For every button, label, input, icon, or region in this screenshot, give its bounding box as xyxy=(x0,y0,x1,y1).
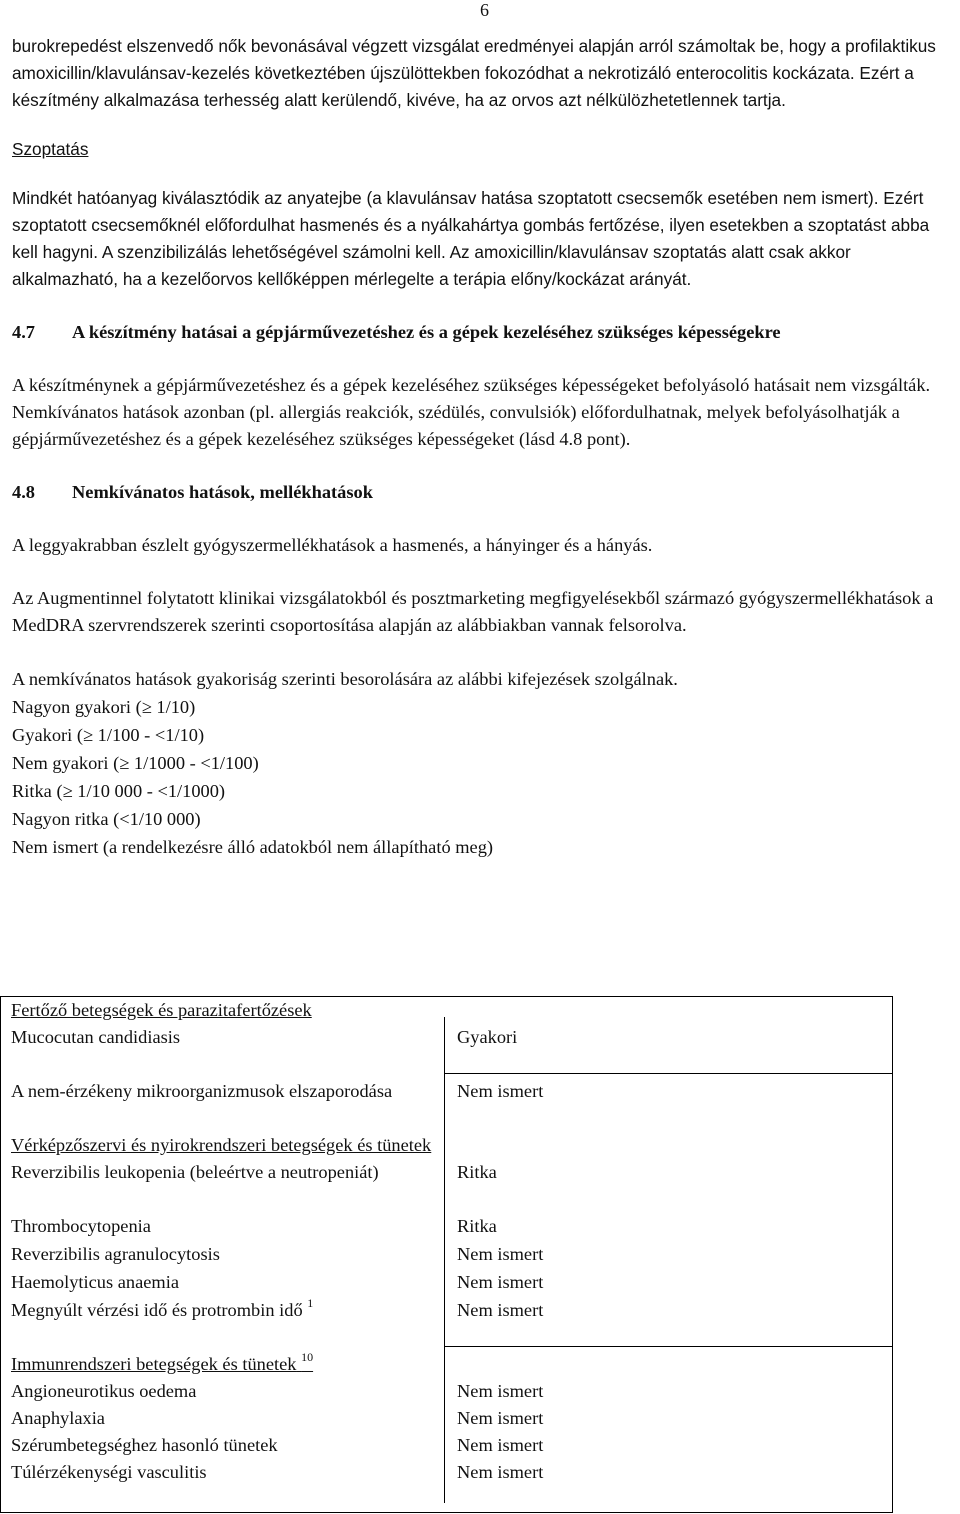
section-4-7-text: A készítménynek a gépjárművezetéshez és a gépek kezeléséhez szükséges képességeket befolyásoló hatásait nem vizsgálták. Nemkívánatos hatások azonban (pl. allergiás reakciók, szédülés, convulsiók) előfordulhatnak, melyek befolyásolhatják a gépjárművezetéshez és a gépek kezeléséhez szükséges képességeket (lásd 4.8 pont). xyxy=(12,375,931,449)
table-row-frequency: Nem ismert xyxy=(457,1081,544,1101)
section-4-7-number: 4.7 xyxy=(12,322,35,342)
frequency-item: Nagyon ritka (<1/10 000) xyxy=(12,809,201,829)
frequency-intro: A nemkívánatos hatások gyakoriság szerinti besorolására az alábbi kifejezések szolgálnak. xyxy=(12,669,678,689)
table-row-frequency: Ritka xyxy=(457,1216,497,1236)
adverse-reactions-table xyxy=(0,996,893,1513)
section-4-8-meddra: Az Augmentinnel folytatott klinikai vizsgálatokból és posztmarketing megfigyelésekből származó gyógyszermellékhatások a MedDRA szervrendszerek szerinti csoportosítása alapján az alábbiakban vannak felsorolva. xyxy=(12,588,934,635)
page-number: 6 xyxy=(480,0,489,20)
frequency-item: Nem gyakori (≥ 1/1000 - <1/100) xyxy=(12,753,259,773)
table-row-term: Túlérzékenységi vasculitis xyxy=(11,1462,207,1482)
table-row-term: A nem-érzékeny mikroorganizmusok elszaporodása xyxy=(11,1081,393,1101)
category-infections: Fertőző betegségek és parazitafertőzések xyxy=(11,1000,312,1020)
table-row-term: Anaphylaxia xyxy=(11,1408,105,1428)
table-row-frequency: Nem ismert xyxy=(457,1462,544,1482)
row-divider xyxy=(444,1073,892,1074)
section-4-7-heading xyxy=(12,319,956,346)
frequency-item: Nem ismert (a rendelkezésre álló adatokból nem állapítható meg) xyxy=(12,837,494,857)
pregnancy-continuation-text: burokrepedést elszenvedő nők bevonásával végzett vizsgálat eredményei alapján arról számoltak be, hogy a profilaktikus amoxicillin/klavulánsav-kezelés következtében újszülöttekben fokozódhat a nekrotizáló enterocolitis kockázata. Ezért a készítmény alkalmazása terhesség alatt kerülendő, kivéve, ha az orvos azt nélkülözhetetlennek tartja. xyxy=(12,36,936,110)
row-divider xyxy=(444,1346,892,1347)
section-4-8-number: 4.8 xyxy=(12,482,35,502)
table-row-term-text: Megnyúlt vérzési idő és protrombin idő xyxy=(11,1300,303,1320)
category-blood-lymphatic: Vérképzőszervi és nyirokrendszeri betegségek és tünetek xyxy=(11,1135,432,1155)
document-body xyxy=(12,33,956,861)
frequency-list xyxy=(12,665,956,861)
table-row-term: Thrombocytopenia xyxy=(11,1216,151,1236)
table-row-term: Angioneurotikus oedema xyxy=(11,1381,197,1401)
table-row-frequency: Nem ismert xyxy=(457,1272,544,1292)
table-row-frequency: Ritka xyxy=(457,1162,497,1182)
category-immune xyxy=(11,1351,313,1377)
breastfeeding-text: Mindkét hatóanyag kiválasztódik az anyatejbe (a klavulánsav hatása szoptatott csecsemők esetében nem ismert). Ezért szoptatott csecsemőknél előfordulhat hasmenés és a nyálkahártya gombás fertőzése, ilyen esetekben a szoptatást abba kell hagyni. A szenzibilizálás lehetőségével számolni kell. Az amoxicillin/klavulánsav szoptatás alatt csak akkor alkalmazható, ha a kezelőorvos kellőképpen mérlegelte a terápia előny/kockázat arányát. xyxy=(12,188,930,289)
table-row-frequency: Nem ismert xyxy=(457,1244,544,1264)
table-row-frequency: Nem ismert xyxy=(457,1408,544,1428)
table-row-term: Reverzibilis agranulocytosis xyxy=(11,1244,220,1264)
table-row-frequency: Nem ismert xyxy=(457,1300,544,1320)
frequency-item: Gyakori (≥ 1/100 - <1/10) xyxy=(12,725,205,745)
table-row-frequency: Nem ismert xyxy=(457,1381,544,1401)
table-row-frequency: Gyakori xyxy=(457,1027,518,1047)
breastfeeding-title: Szoptatás xyxy=(12,139,89,159)
table-row-term xyxy=(11,1297,431,1323)
table-row-frequency: Nem ismert xyxy=(457,1435,544,1455)
table-row-term: Haemolyticus anaemia xyxy=(11,1272,180,1292)
footnote-marker: 10 xyxy=(301,1350,314,1364)
column-divider xyxy=(444,1017,445,1503)
table-row-term: Mucocutan candidiasis xyxy=(11,1027,181,1047)
table-row-term: Szérumbetegséghez hasonló tünetek xyxy=(11,1435,278,1455)
section-4-8-heading xyxy=(12,479,956,506)
frequency-item: Ritka (≥ 1/10 000 - <1/1000) xyxy=(12,781,226,801)
section-4-8-intro: A leggyakrabban észlelt gyógyszermellékhatások a hasmenés, a hányinger és a hányás. xyxy=(12,535,653,555)
frequency-item: Nagyon gyakori (≥ 1/10) xyxy=(12,697,196,717)
footnote-marker: 1 xyxy=(307,1296,314,1310)
section-4-8-title: Nemkívánatos hatások, mellékhatások xyxy=(72,482,373,502)
table-row-term: Reverzibilis leukopenia (beleértve a neutropeniát) xyxy=(11,1162,379,1182)
category-immune-label: Immunrendszeri betegségek és tünetek xyxy=(11,1354,297,1374)
section-4-7-title: A készítmény hatásai a gépjárművezetéshez és a gépek kezeléséhez szükséges képességekre xyxy=(72,322,781,342)
